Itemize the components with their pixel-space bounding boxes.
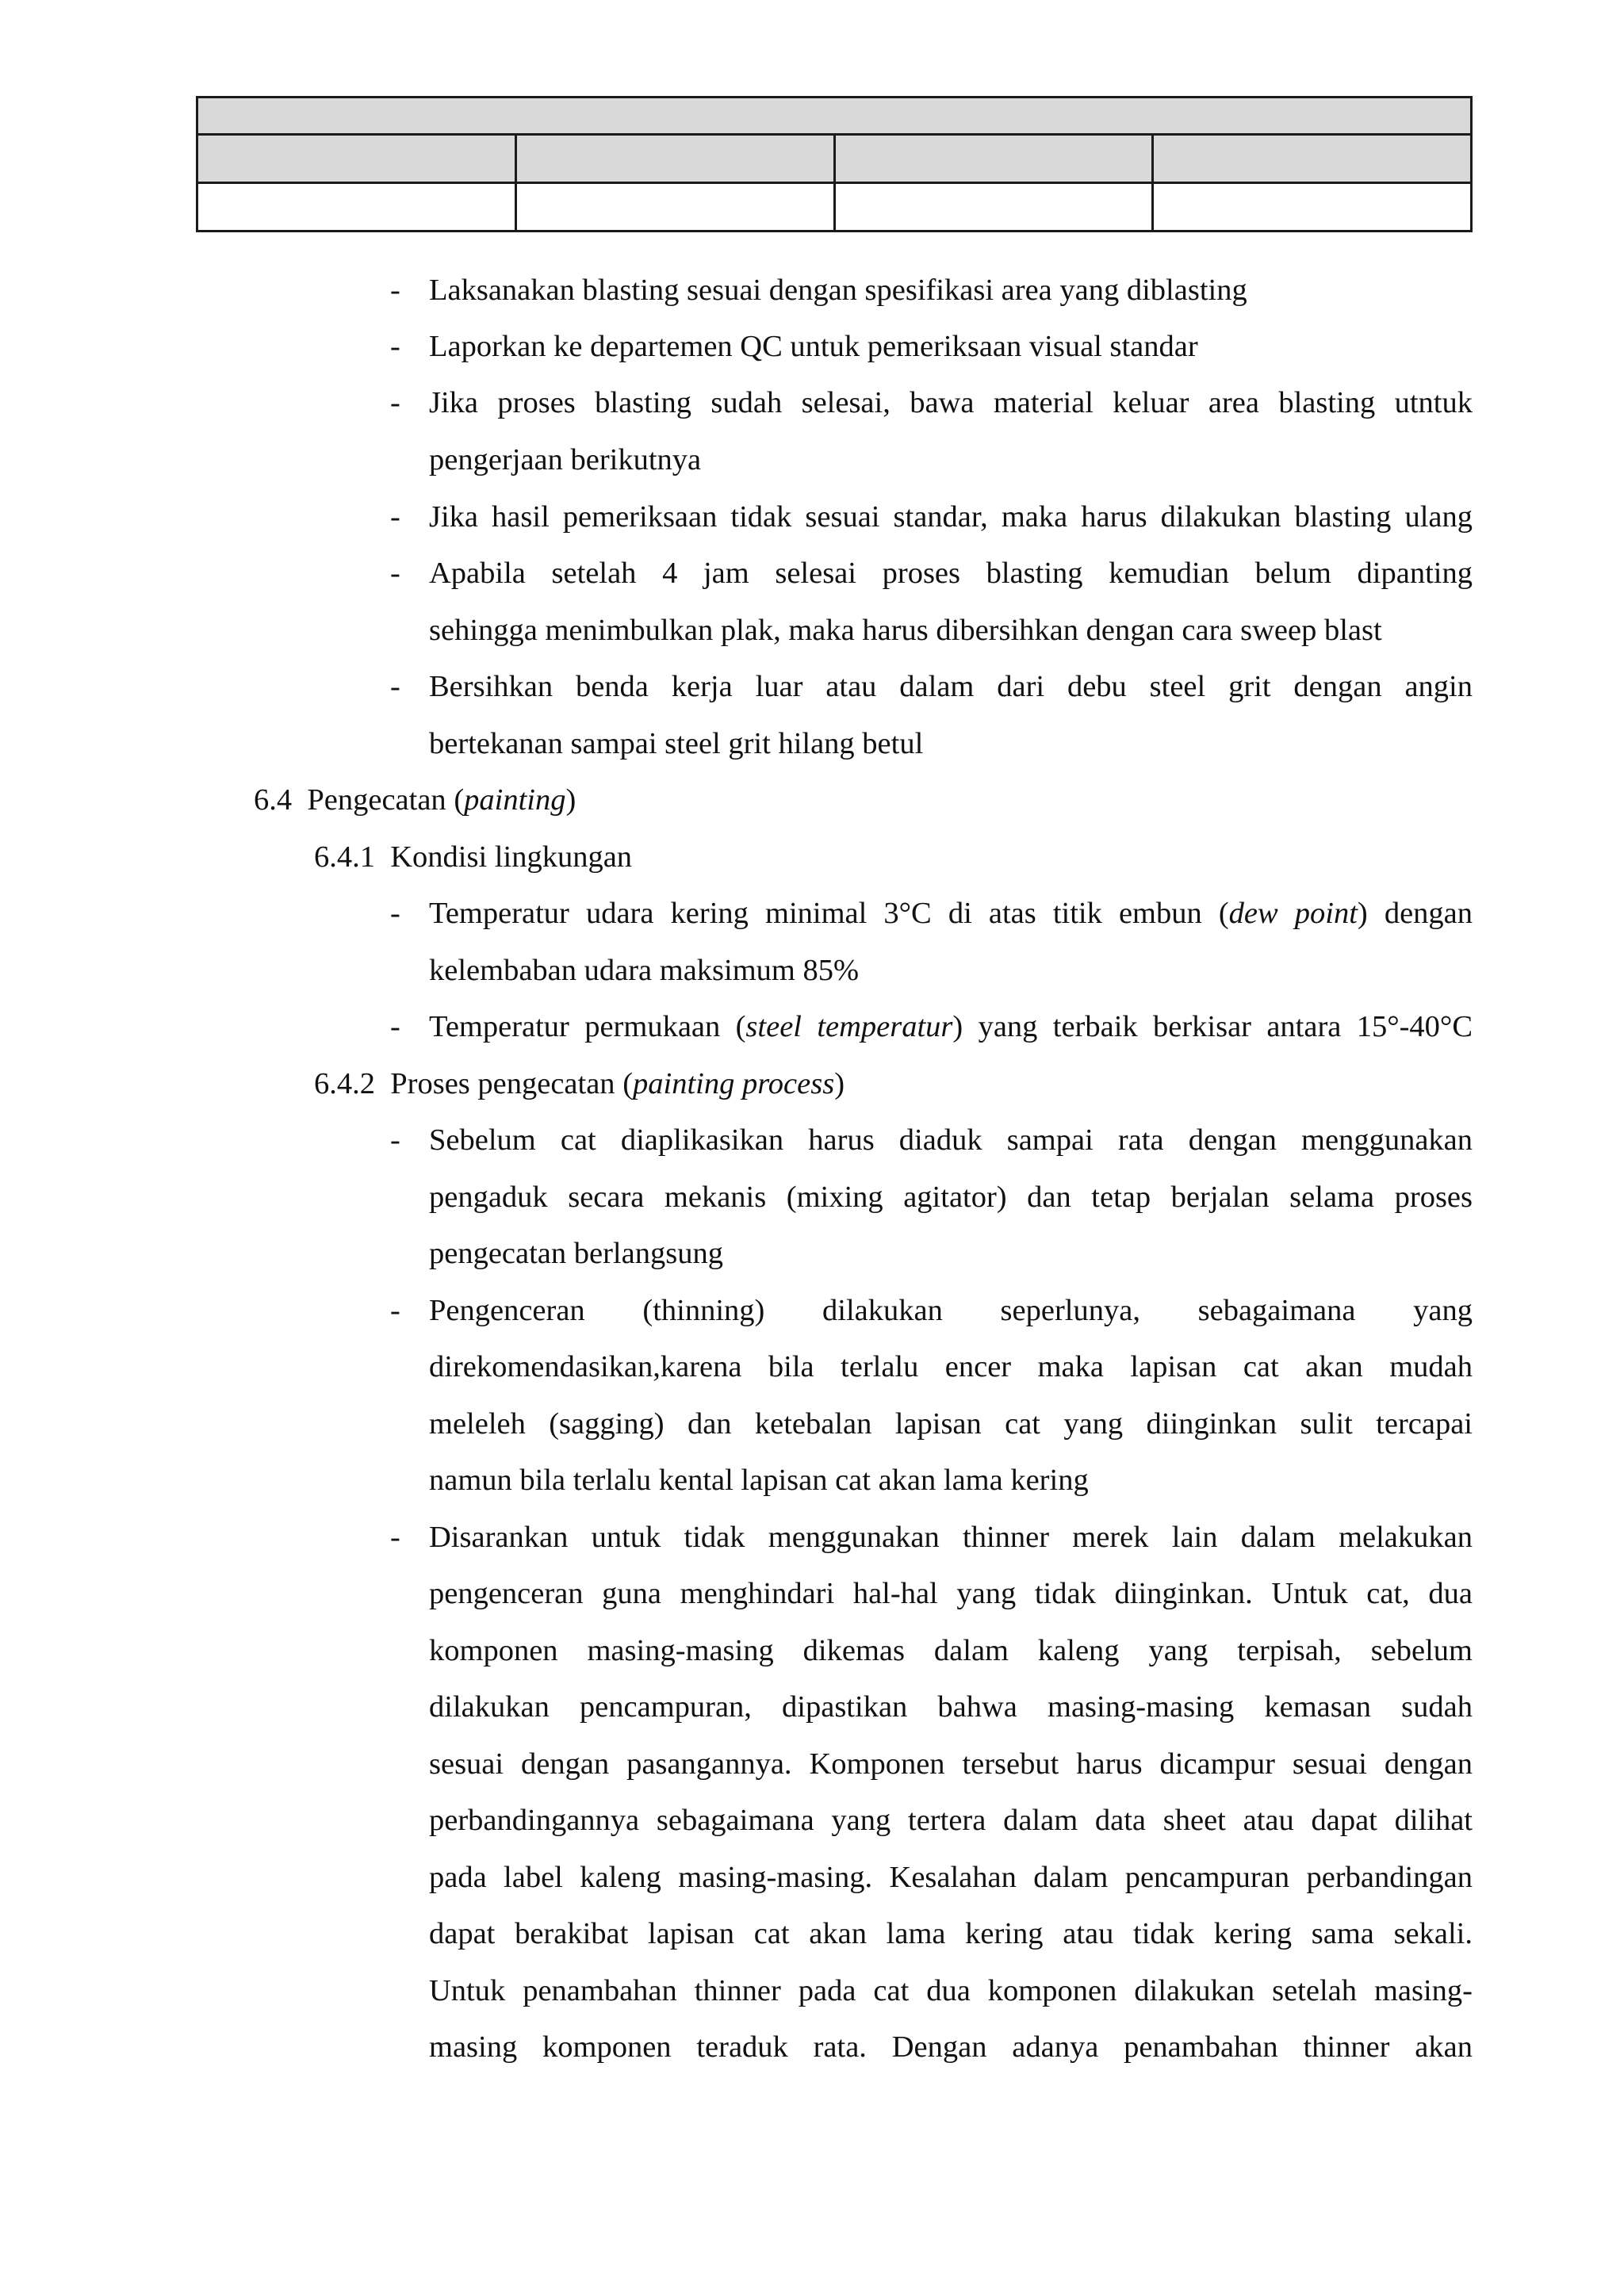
- bullet-dash: -: [390, 500, 400, 534]
- list-item: Laksanakan blasting sesuai dengan spesifikasi area yang diblasting: [429, 274, 1247, 307]
- list-item: Apabila setelah 4 jam selesai proses blasting kemudian belum dipanting: [429, 557, 1473, 590]
- list-item-continuation: bertekanan sampai steel grit hilang betul: [429, 727, 924, 760]
- bullet-dash: -: [390, 1294, 400, 1327]
- list-item-continuation: komponen masing-masing dikemas dalam kaleng yang terpisah, sebelum: [429, 1634, 1473, 1667]
- list-item-continuation: namun bila terlalu kental lapisan cat akan lama kering: [429, 1464, 1089, 1497]
- section-heading-6-4-2: 6.4.2 Proses pengecatan (painting process): [314, 1067, 845, 1100]
- section-heading-6-4: 6.4 Pengecatan (painting): [254, 783, 576, 817]
- bullet-dash: -: [390, 1123, 400, 1157]
- list-item-continuation: pada label kaleng masing-masing. Kesalahan dalam pencampuran perbandingan: [429, 1861, 1473, 1894]
- table-cell: [515, 135, 834, 183]
- list-item-continuation: pengenceran guna menghindari hal-hal yang tidak diinginkan. Untuk cat, dua: [429, 1577, 1473, 1610]
- bullet-dash: -: [390, 670, 400, 703]
- list-item: Disarankan untuk tidak menggunakan thinner merek lain dalam melakukan: [429, 1521, 1473, 1554]
- table-cell: [834, 135, 1153, 183]
- bullet-dash: -: [390, 274, 400, 307]
- list-item-continuation: pengaduk secara mekanis (mixing agitator) dan tetap berjalan selama proses: [429, 1181, 1473, 1214]
- list-item: Laporkan ke departemen QC untuk pemeriksaan visual standar: [429, 330, 1198, 363]
- list-item-continuation: direkomendasikan,karena bila terlalu encer maka lapisan cat akan mudah: [429, 1350, 1473, 1383]
- bullet-dash: -: [390, 557, 400, 590]
- list-item-continuation: meleleh (sagging) dan ketebalan lapisan cat yang diinginkan sulit tercapai: [429, 1407, 1473, 1441]
- table-cell: [197, 183, 516, 232]
- list-item: Temperatur permukaan (steel temperatur) yang terbaik berkisar antara 15°-40°C: [429, 1010, 1473, 1043]
- table-cell: [1153, 183, 1472, 232]
- bullet-dash: -: [390, 1521, 400, 1554]
- list-item: Jika proses blasting sudah selesai, bawa material keluar area blasting utntuk: [429, 386, 1473, 419]
- bullet-dash: -: [390, 1010, 400, 1043]
- list-item: Temperatur udara kering minimal 3°C di atas titik embun (dew point) dengan: [429, 897, 1473, 930]
- header-table: [196, 96, 1473, 232]
- list-item-continuation: sesuai dengan pasangannya. Komponen tersebut harus dicampur sesuai dengan: [429, 1747, 1473, 1781]
- table-cell: [834, 183, 1153, 232]
- list-item-continuation: pengecatan berlangsung: [429, 1237, 723, 1270]
- table-cell: [197, 135, 516, 183]
- table-cell: [197, 98, 1472, 135]
- list-item-continuation: pengerjaan berikutnya: [429, 443, 702, 476]
- list-item: Jika hasil pemeriksaan tidak sesuai standar, maka harus dilakukan blasting ulang: [429, 500, 1473, 534]
- list-item-continuation: dapat berakibat lapisan cat akan lama kering atau tidak kering sama sekali.: [429, 1917, 1473, 1950]
- list-item: Pengenceran (thinning) dilakukan seperlunya, sebagaimana yang: [429, 1294, 1473, 1327]
- list-item-continuation: masing komponen teraduk rata. Dengan adanya penambahan thinner akan: [429, 2030, 1473, 2064]
- list-item-continuation: sehingga menimbulkan plak, maka harus dibersihkan dengan cara sweep blast: [429, 614, 1382, 647]
- table-cell: [515, 183, 834, 232]
- list-item-continuation: kelembaban udara maksimum 85%: [429, 954, 860, 987]
- section-heading-6-4-1: 6.4.1 Kondisi lingkungan: [314, 840, 633, 874]
- list-item-continuation: perbandingannya sebagaimana yang tertera dalam data sheet atau dapat dilihat: [429, 1804, 1473, 1837]
- list-item: Bersihkan benda kerja luar atau dalam dari debu steel grit dengan angin: [429, 670, 1473, 703]
- list-item: Sebelum cat diaplikasikan harus diaduk sampai rata dengan menggunakan: [429, 1123, 1473, 1157]
- list-item-continuation: Untuk penambahan thinner pada cat dua komponen dilakukan setelah masing-: [429, 1974, 1473, 2007]
- bullet-dash: -: [390, 386, 400, 419]
- bullet-dash: -: [390, 330, 400, 363]
- list-item-continuation: dilakukan pencampuran, dipastikan bahwa masing-masing kemasan sudah: [429, 1690, 1473, 1724]
- bullet-dash: -: [390, 897, 400, 930]
- table-cell: [1153, 135, 1472, 183]
